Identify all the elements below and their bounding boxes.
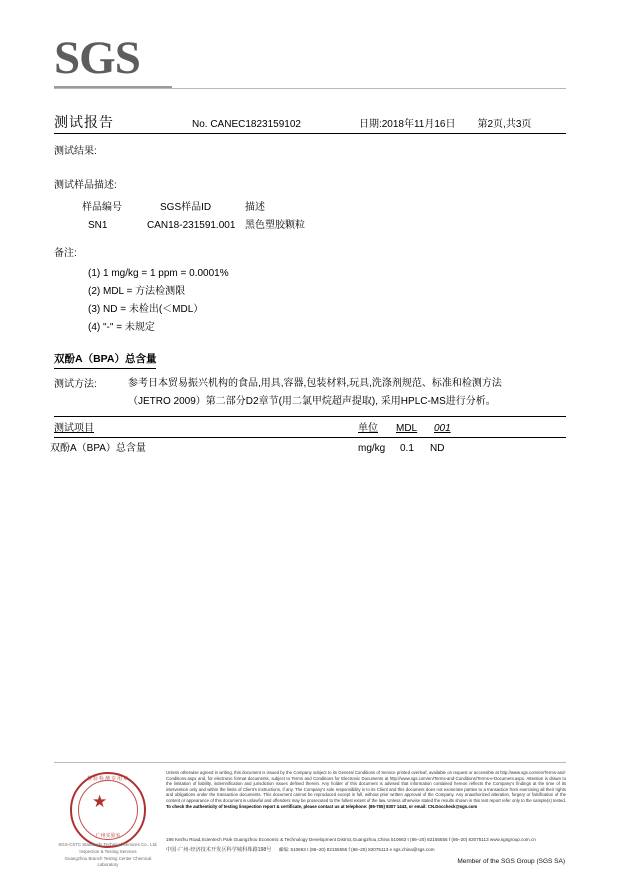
sample-table-header-desc: 描述 (245, 202, 265, 213)
report-title-row (54, 112, 566, 132)
stamp-inner-circle (78, 780, 138, 840)
legal-disclaimer (166, 770, 566, 809)
address-chinese: 中国·广州·经济技术开发区科学城科珠路198号 (166, 847, 272, 853)
result-row-item: 双酚A（BPA）总含量 (50, 443, 146, 454)
stamp-caption-line2: Inspection & Testing Services (79, 849, 137, 854)
sample-row-desc: 黑色塑胶颗粒 (245, 220, 305, 231)
report-date: 日期:2018年11月16日 (358, 119, 456, 130)
result-header-unit: 单位 (358, 423, 378, 434)
title-rule (54, 133, 566, 134)
result-header-sample: 001 (434, 423, 451, 434)
result-table-top-rule (54, 416, 566, 417)
sample-row-id: CAN18-231591.001 (147, 220, 236, 231)
member-notice: Member of the SGS Group (SGS SA) (457, 858, 565, 865)
remark-item: (3) ND = 未检出(＜MDL） (88, 304, 204, 315)
bpa-section-heading: 双酚A（BPA）总含量 (54, 352, 156, 369)
sample-table-header-id: SGS样品ID (160, 202, 212, 213)
results-label: 测试结果: (54, 146, 97, 157)
result-row-mdl: 0.1 (400, 443, 414, 454)
stamp-caption-line3: Guangzhou Branch Testing Center Chemical Laboratory (64, 856, 152, 867)
test-method-text: 参考日本贸易振兴机构的食品,用具,容器,包装材料,玩具,洗涤剂规范、标准和检测方法（JETRO 2009）第二部分D2章节(用二氯甲烷超声提取), 采用HPLC-MS进行分析。 (128, 378, 502, 407)
company-stamp (56, 772, 160, 867)
report-number: No. CANEC1823159102 (192, 119, 301, 130)
remarks-label: 备注: (54, 248, 77, 259)
stamp-caption-line1: SGS-CSTC Standards Technical Services Co., Ltd. (58, 842, 158, 847)
remark-item: (4) "-" = 未规定 (88, 322, 155, 333)
footer-divider (54, 762, 566, 763)
remark-item: (1) 1 mg/kg = 1 ppm = 0.0001% (88, 268, 229, 279)
result-table-mid-rule (54, 437, 566, 438)
header-divider (54, 88, 566, 89)
legal-contact: To check the authenticity of testing /inspection report & certificate, please contact us at telephone: (86-755) 8307 1443, or email: CN.Doccheck@sgs.com (166, 803, 478, 809)
legal-body: Unless otherwise agreed in writing, this document is issued by the Company subject to its General Conditions of Service printed overleaf, available on request or accessible at http://www.sgs.com/en/Terms-and-Conditions.aspx and, for electronic format documents, subject to Terms and Conditions for Electronic Documents at http://www.sgs.com/en/Terms-and-Conditions/Terms-e-Document.aspx. Attention is drawn to the limitation of liability, indemnification and jurisdiction issues defined therein. Any holder of this document is advised that information contained hereon reflects the Company's findings at the time of its intervention only and within the limits of Client's instructions, if any. The Company's sole responsibility is to its Client and this document does not exonerate parties to a transaction from exercising all their rights and obligations under the transaction documents. This document cannot be reproduced except in full, without prior written approval of the Company. Any unauthorized alteration, forgery or falsification of the content or appearance of this document is unlawful and offenders may be prosecuted to the fullest extent of the law. Unless otherwise stated the results shown in this test report refer only to the sample(s) tested. (166, 770, 566, 803)
sample-description-label: 测试样品描述: (54, 180, 117, 191)
result-row-unit: mg/kg (358, 443, 386, 454)
remark-item: (2) MDL = 方法检测限 (88, 286, 186, 297)
result-row-value: ND (430, 443, 445, 454)
sample-row-no: SN1 (88, 220, 108, 231)
page-number: 第2页,共3页 (477, 119, 532, 130)
stamp-top-text: 检验检测专用章 (86, 776, 129, 782)
result-header-mdl: MDL (396, 423, 418, 434)
page-title: 测试报告 (54, 114, 114, 130)
sgs-logo-block (54, 34, 174, 88)
test-method-label: 测试方法: (54, 379, 97, 390)
sample-table-header-no: 样品编号 (82, 202, 122, 213)
footer-address-cn-row (166, 846, 566, 854)
address-english: 198 Kezhu Road,Scientech Park Guangzhou Economic & Technology Development District,Guangzhou,China 510663 t (86–20) 82155555 f (86–20) 82075113 www.sgsgroup.com.cn (166, 837, 536, 842)
sgs-logo-text: SGS (54, 32, 140, 84)
footer-address (166, 836, 566, 843)
address-chinese-contact: 邮编: 510663 t (86–20) 82155555 f (86–20) 82075113 e sgs.china@sgs.com (278, 847, 435, 852)
result-header-item: 测试项目 (54, 423, 94, 434)
stamp-bottom-text: 广州实验室 (95, 833, 121, 839)
